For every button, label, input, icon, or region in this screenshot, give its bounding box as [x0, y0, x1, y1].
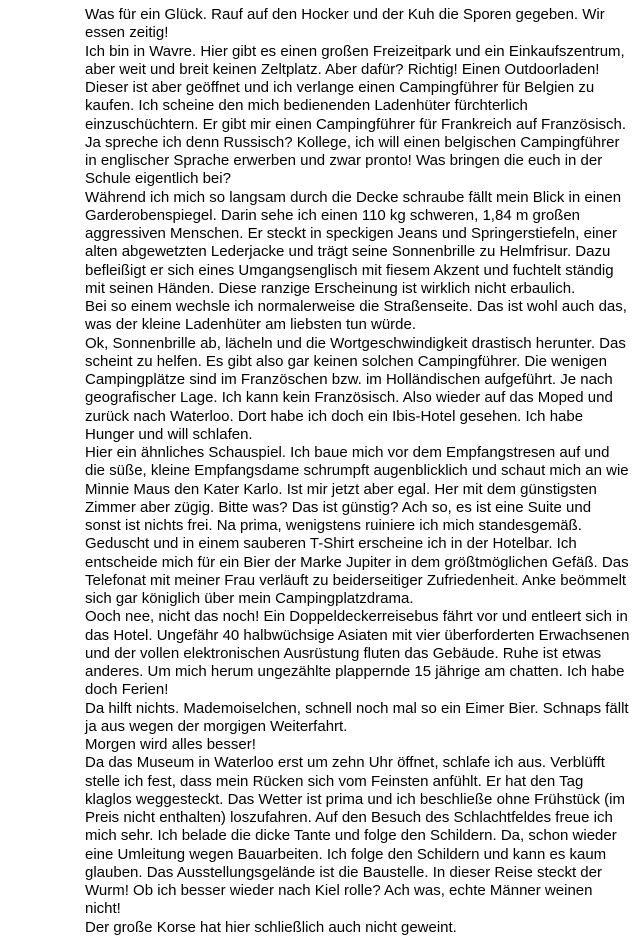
body-text [85, 6, 631, 937]
paragraph-8: Geduscht und in einem sauberen T-Shirt erscheine ich in der Hotelbar. Ich entscheide mich für ein Bier der Marke Jupiter in dem größtmöglichen Gefäß. Das Telefonat mit meiner Frau verläuft zu beiderseitiger Zufriedenheit. Anke beömmelt sich gar königlich über mein Campingplatzdrama. [85, 535, 629, 607]
paragraph-13: Der große Korse hat hier schließlich auch nicht geweint. [85, 918, 457, 936]
paragraph-7: Hier ein ähnliches Schauspiel. Ich baue mich vor dem Empfangstresen auf und die süße, kleine Empfangsdame schrumpft augenblicklich und schaut mich an wie Minnie Maus den Kater Karlo. Ist mir jetzt aber egal. Her mit dem günstigsten Zimmer aber zügig. Bitte was? Das ist günstig? Ach so, es ist eine Suite und sonst ist nichts frei. Na prima, wenigstens ruiniere ich mich standesgemäß. [85, 444, 629, 534]
paragraph-1: Was für ein Glück. Rauf auf den Hocker und der Kuh die Sporen gegeben. Wir essen zeitig! [85, 6, 605, 42]
paragraph-12: Da das Museum in Waterloo erst um zehn Uhr öffnet, schlafe ich aus. Verblüfft stelle ich fest, dass mein Rücken sich vom Feinsten anfühlt. Er hat den Tag klaglos weggesteckt. Das Wetter ist prima und ich beschließe ohne Frühstück (im Preis nicht enthalten) loszufahren. Auf den Besuch des Schlachtfeldes freue ich mich sehr. Ich belade die dicke Tante und folge den Schildern. Da, schon wieder eine Umleitung wegen Bauarbeiten. Ich folge den Schildern und kann es kaum glauben. Das Ausstellungsgelände ist die Baustelle. In dieser Reise steckt der Wurm! Ob ich besser wieder nach Kiel rolle? Ach was, echte Männer weinen nicht! [85, 754, 625, 918]
paragraph-6: Ok, Sonnenbrille ab, lächeln und die Wortgeschwindigkeit drastisch herunter. Das scheint zu helfen. Es gibt also gar keinen solchen Campingführer. Die wenigen Campingplätze sind im Französchen bzw. im Holländischen aufgeführt. Je nach geografischer Lage. Ich kann kein Französisch. Also wieder auf das Moped und zurück nach Waterloo. Dort habe ich doch ein Ibis-Hotel gesehen. Ich habe Hunger und will schlafen. [85, 334, 626, 443]
paragraph-9: Ooch nee, nicht das noch! Ein Doppeldeckerreisebus fährt vor und entleert sich in das Hotel. Ungefähr 40 halbwüchsige Asiaten mit vier überforderten Erwachsenen und der vollen elektronischen Ausrüstung fluten das Gebäude. Ruhe ist etwas anderes. Um mich herum ungezählte plappernde 15 jährige am chatten. Ich habe doch Ferien! [85, 608, 630, 699]
paragraph-5: Bei so einem wechsle ich normalerweise die Straßenseite. Das ist wohl auch das, was der kleine Ladenhüter am liebsten tun würde. [85, 298, 627, 334]
paragraph-4: Während ich mich so langsam durch die Decke schraube fällt mein Blick in einen Garderobenspiegel. Darin sehe ich einen 110 kg schweren, 1,84 m großen aggressiven Menschen. Er steckt in speckigen Jeans und Springerstiefeln, einer alten abgewetzten Lederjacke und trägt seine Sonnenbrille zu Helmfrisur. Dazu befleißigt er sich eines Umgangsenglisch mit fiesem Akzent und fuchtelt ständig mit seinen Händen. Diese ranzige Erscheinung ist wirklich nicht erbaulich. [85, 188, 622, 297]
paragraph-11: Morgen wird alles besser! [85, 736, 256, 753]
paragraph-2: Ich bin in Wavre. Hier gibt es einen großen Freizeitpark und ein Einkaufszentrum, aber weit und breit keinen Zeltplatz. Aber dafür? Richtig! Einen Outdoorladen! [85, 42, 625, 78]
paragraph-3: Dieser ist aber geöffnet und ich verlange einen Campingführer für Belgien zu kaufen. Ich scheine den mich bedienenden Ladenhüter fürchterlich einzuschüchtern. Er gibt mir einen Campingführer für Frankreich auf Französisch. Ja spreche ich denn Russisch? Kollege, ich will einen belgischen Campingführer in englischer Sprache erwerben und zwar pronto! Was bringen die euch in der Schule eigentlich bei? [85, 79, 627, 188]
paragraph-10: Da hilft nichts. Mademoiselchen, schnell noch mal so ein Eimer Bier. Schnaps fällt ja aus wegen der morgigen Weiterfahrt. [85, 699, 629, 735]
